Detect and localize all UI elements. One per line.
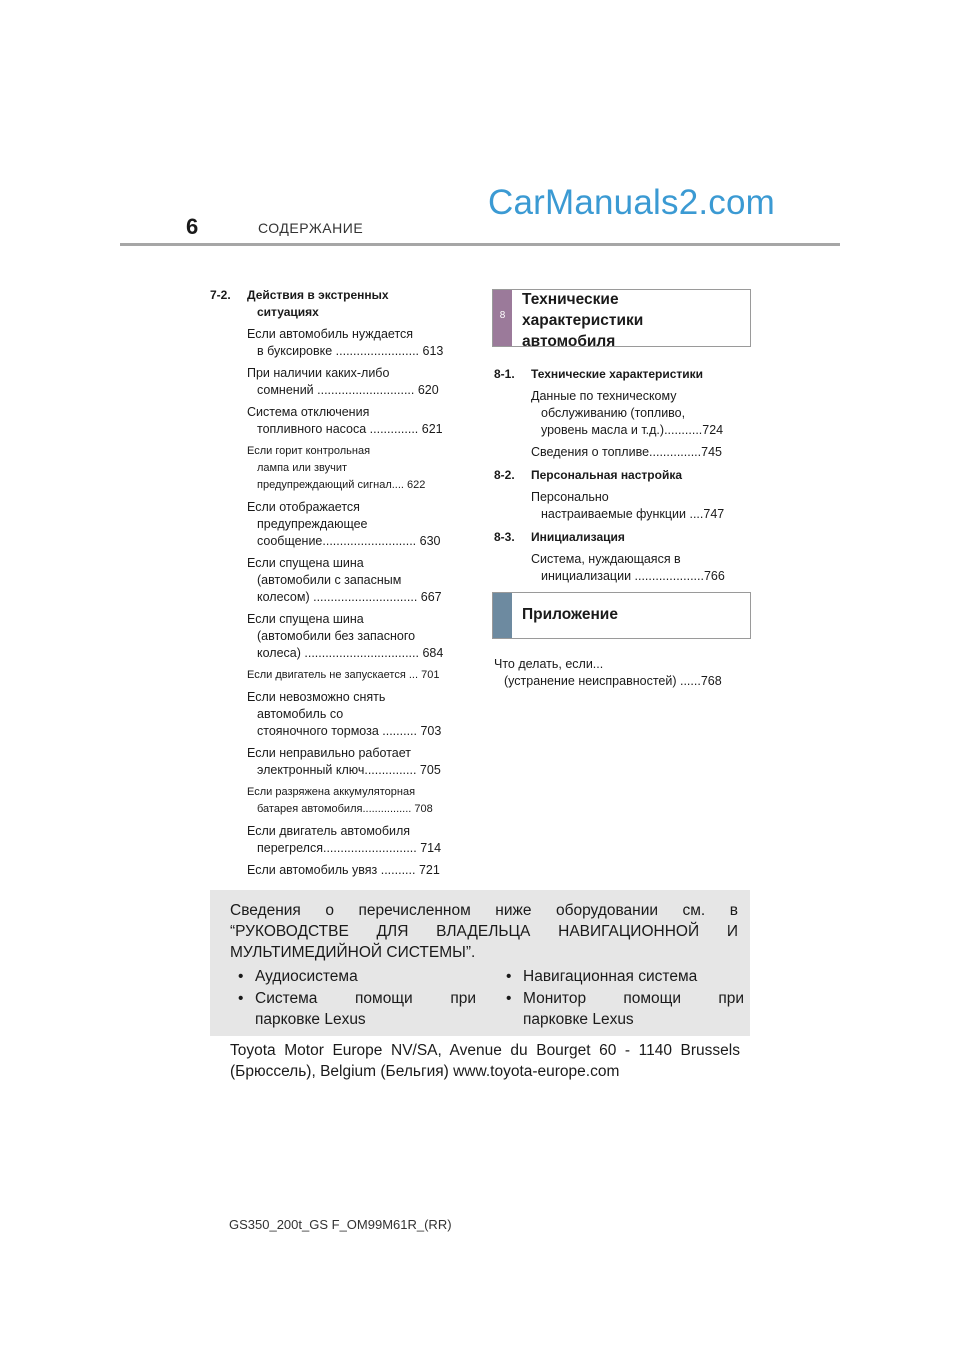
- toc-entry-line: колеса) ................................. 684: [257, 646, 444, 660]
- toc-entry-line: Если автомобиль нуждается: [247, 327, 414, 341]
- section-heading[interactable]: [494, 366, 744, 383]
- notice-line: МУЛЬТИМЕДИЙНОЙ СИСТЕМЫ”.: [230, 944, 476, 961]
- bullet-text-line: парковке Lexus: [523, 1011, 634, 1028]
- section-heading[interactable]: [494, 529, 744, 546]
- index-entry-line: (устранение неисправностей) ......768: [504, 674, 722, 688]
- toc-entry[interactable]: [210, 784, 460, 818]
- notice-line: Сведения о перечисленном ниже оборудовании см. в: [230, 902, 738, 919]
- toc-entry-line: Данные по техническому: [531, 389, 677, 403]
- toc-entry-line: Система отключения: [247, 405, 370, 419]
- section-number: 8-1.: [494, 367, 515, 381]
- toc-entry-list: [210, 326, 460, 879]
- toc-entry-line: При наличии каких-либо: [247, 366, 390, 380]
- toc-entry-line: автомобиль со: [257, 707, 344, 721]
- notice-line: “РУКОВОДСТВЕ ДЛЯ ВЛАДЕЛЬЦА НАВИГАЦИОННОЙ И: [230, 923, 738, 940]
- toc-index-entry[interactable]: [494, 656, 744, 690]
- appendix-title: Приложение: [522, 606, 618, 623]
- section-title-line: Действия в экстренных: [247, 288, 389, 302]
- toc-entry-line: электронный ключ............... 705: [257, 763, 441, 777]
- toc-entry-line: Если двигатель автомобиля: [247, 824, 411, 838]
- notice-box: [210, 890, 750, 1036]
- index-entry-line: Что делать, если...: [494, 657, 604, 671]
- chapter-number: 8: [499, 310, 506, 321]
- toc-entry-line: Если горит контрольная: [247, 445, 371, 457]
- section-number: 7-2.: [210, 288, 231, 302]
- toc-entry[interactable]: [494, 489, 744, 523]
- appendix-tab: [493, 593, 512, 638]
- header-divider: [120, 243, 840, 246]
- toc-entry-line: (автомобили с запасным: [257, 573, 402, 587]
- toc-entry[interactable]: [494, 551, 744, 585]
- chapter-title-line: Технические: [522, 291, 619, 308]
- toc-entry-line: инициализации ....................766: [541, 569, 725, 583]
- toc-entry-line: сообщение........................... 630: [257, 534, 441, 548]
- bullet-icon: •: [238, 968, 244, 985]
- toc-entry-line: уровень масла и т.д.)...........724: [541, 423, 724, 437]
- document-code: GS350_200t_GS F_OM99M61R_(RR): [229, 1217, 452, 1232]
- watermark-logo: CarManuals2.com: [488, 183, 775, 222]
- bullet-text: Аудиосистема: [255, 968, 358, 985]
- chapter-title: [522, 289, 643, 352]
- section-title: Технические характеристики: [531, 367, 704, 381]
- toc-entry-line: обслуживанию (топливо,: [541, 406, 686, 420]
- toc-entry[interactable]: [210, 326, 460, 360]
- toc-entry-line: (автомобили без запасного: [257, 629, 416, 643]
- toc-entry-line: предупреждающее: [257, 517, 368, 531]
- toc-entry-line: Если разряжена аккумуляторная: [247, 786, 416, 798]
- toc-entry-line: Если неправильно работает: [247, 746, 412, 760]
- toc-entry[interactable]: [210, 365, 460, 399]
- bullet-text: Навигационная система: [523, 968, 698, 985]
- section-title: Персональная настройка: [531, 468, 683, 482]
- toc-entry-line: Если невозможно снять: [247, 690, 386, 704]
- toc-entry[interactable]: [494, 388, 744, 439]
- toc-entry-line: батарея автомобиля................ 708: [257, 803, 433, 815]
- page-title: СОДЕРЖАНИЕ: [258, 220, 364, 236]
- toc-entry-line: стояночного тормоза .......... 703: [257, 724, 442, 738]
- section-heading[interactable]: [494, 467, 744, 484]
- toc-entry[interactable]: [210, 555, 460, 606]
- section-heading-7-2: [210, 287, 460, 321]
- chapter-tab: [493, 290, 512, 346]
- bullet-icon: •: [506, 968, 512, 985]
- toc-entry-line: Персонально: [531, 490, 609, 504]
- toc-entry-line: перегрелся........................... 714: [257, 841, 442, 855]
- toc-entry-line: Если отображается: [247, 500, 360, 514]
- toc-entry-line: Если двигатель не запускается ... 701: [247, 669, 440, 681]
- toc-entry-line: лампа или звучит: [257, 462, 348, 474]
- toc-entry[interactable]: [210, 667, 460, 684]
- toc-entry[interactable]: [210, 689, 460, 740]
- toc-entry-line: сомнений ............................ 620: [257, 383, 439, 397]
- section-title-line: ситуациях: [257, 305, 319, 319]
- toc-entry[interactable]: [210, 611, 460, 662]
- bullet-text: [523, 988, 744, 1030]
- toc-entry-line: Если спущена шина: [247, 556, 364, 570]
- bullet-text-line: Система помощи при: [255, 990, 476, 1007]
- toc-right-column: [494, 366, 744, 585]
- bullet-icon: •: [238, 990, 244, 1007]
- chapter-title-line: характеристики: [522, 312, 644, 329]
- bullet-text-line: парковке Lexus: [255, 1011, 366, 1028]
- chapter-8-header[interactable]: [492, 289, 751, 350]
- section-number: 8-2.: [494, 468, 515, 482]
- toc-entry-line: Если автомобиль увяз .......... 721: [247, 863, 440, 877]
- toc-left-column: [210, 287, 460, 879]
- toc-entry-line: топливного насоса .............. 621: [257, 422, 443, 436]
- toc-entry-line: настраиваемые функции ....747: [541, 507, 725, 521]
- toc-entry[interactable]: [210, 823, 460, 857]
- address-line: Toyota Motor Europe NV/SA, Avenue du Bourget 60 - 1140 Brussels: [230, 1042, 740, 1059]
- bullet-text-line: Монитор помощи при: [523, 990, 744, 1007]
- toc-entry-line: Если спущена шина: [247, 612, 364, 626]
- page-number: 6: [186, 214, 199, 239]
- section-title: Инициализация: [531, 530, 625, 544]
- toc-entry-line: предупреждающий сигнал.... 622: [257, 479, 426, 491]
- bullet-icon: •: [506, 990, 512, 1007]
- toc-entry[interactable]: [494, 444, 744, 461]
- chapter-title-line: автомобиля: [522, 333, 616, 350]
- toc-entry[interactable]: [210, 745, 460, 779]
- toc-entry-line: колесом) .............................. 667: [257, 590, 442, 604]
- toc-entry-line: Сведения о топливе...............745: [531, 445, 722, 459]
- section-number: 8-3.: [494, 530, 515, 544]
- toc-entry-line: Система, нуждающаяся в: [531, 552, 681, 566]
- appendix-header[interactable]: [492, 592, 751, 639]
- address-line: (Брюссель), Belgium (Бельгия) www.toyota-europe.com: [230, 1063, 620, 1080]
- toc-entry[interactable]: [210, 404, 460, 438]
- toc-entry[interactable]: [210, 862, 460, 879]
- publisher-address: [230, 1040, 740, 1082]
- bullet-text: [255, 988, 476, 1030]
- notice-text: [230, 900, 738, 963]
- toc-entry[interactable]: [210, 499, 460, 550]
- toc-entry[interactable]: [210, 443, 460, 494]
- toc-entry-line: в буксировке ........................ 613: [257, 344, 444, 358]
